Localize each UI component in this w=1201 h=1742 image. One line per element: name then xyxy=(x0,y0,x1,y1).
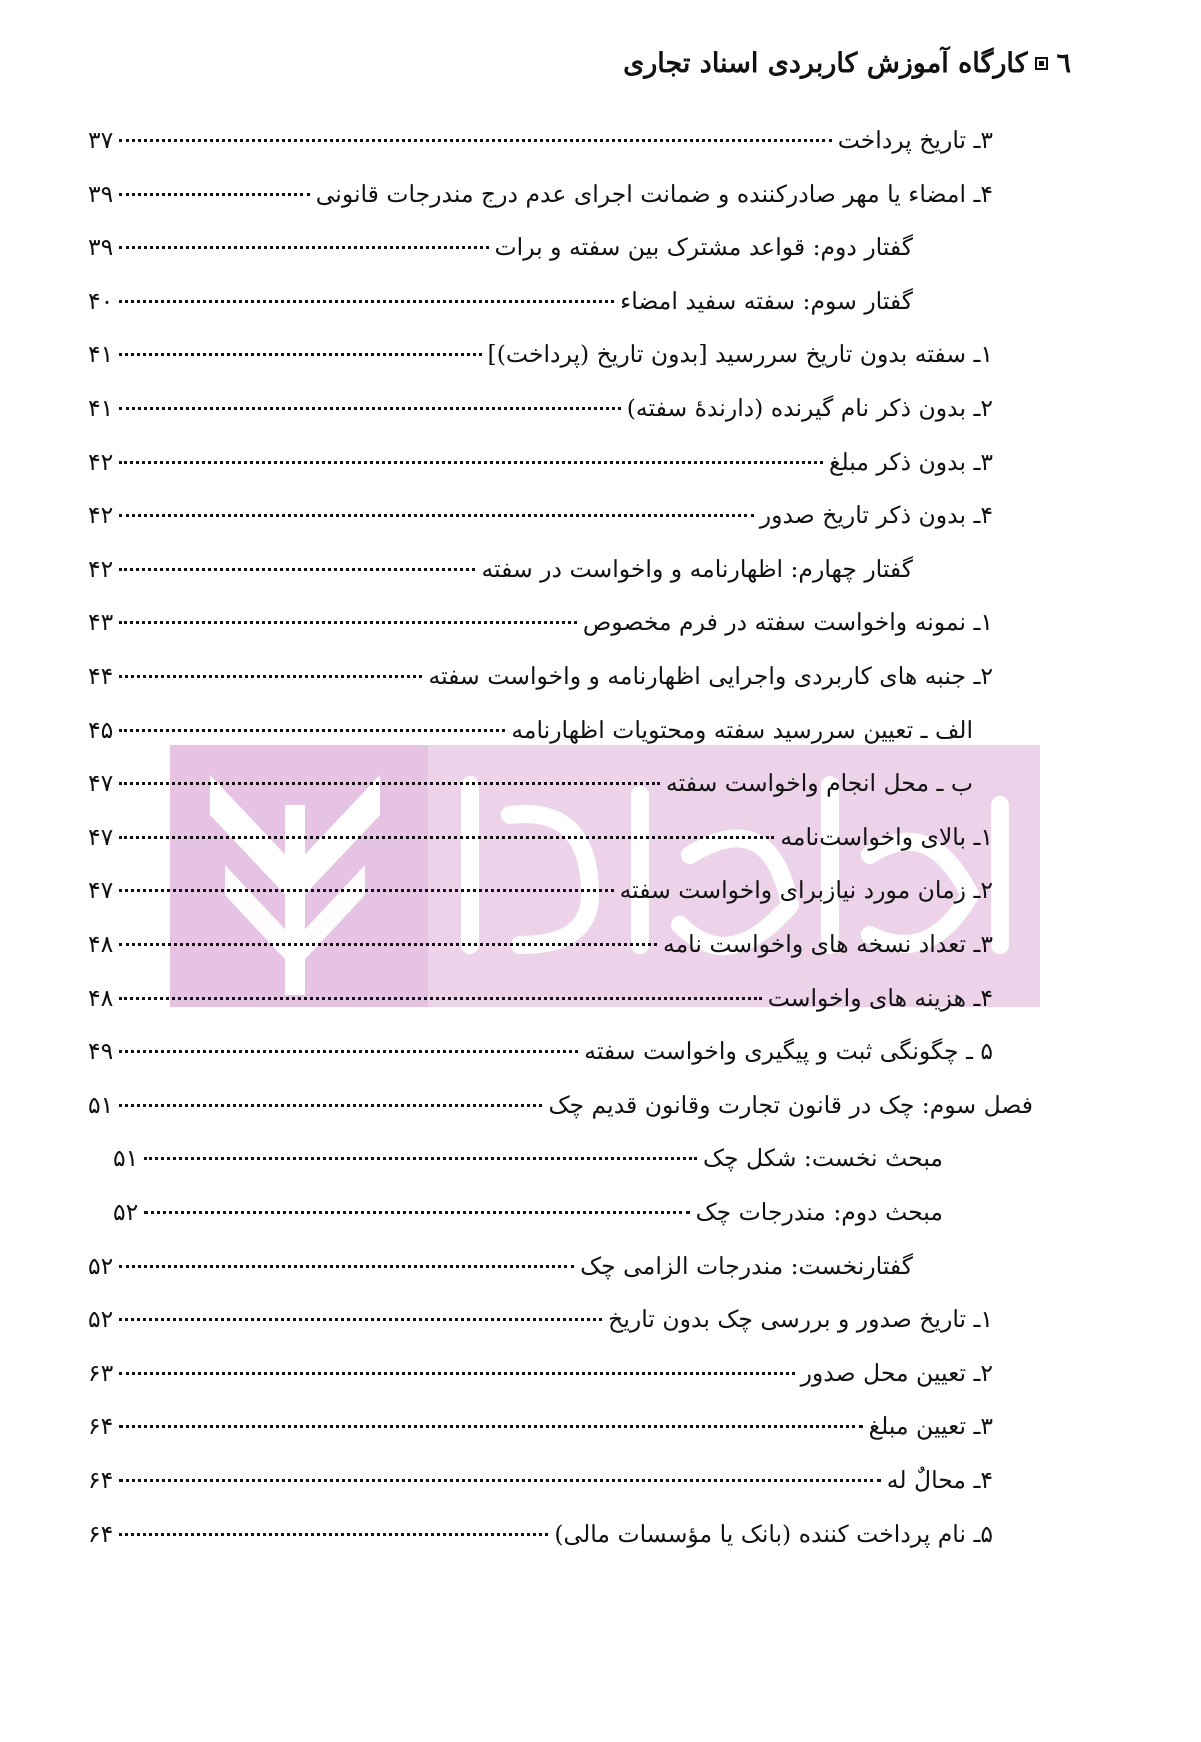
toc-entry-title: مبحث نخست: شکل چک xyxy=(702,1144,943,1173)
toc-leader-dots xyxy=(119,729,505,732)
toc-entry-title: ۴ـ بدون ذکر تاریخ صدور xyxy=(759,501,993,530)
toc-entry xyxy=(88,924,993,964)
toc-page-number: ۳۹ xyxy=(88,179,114,208)
toc-page-number: ۶۴ xyxy=(88,1466,114,1494)
page-header xyxy=(623,48,1071,79)
toc-page-number: ۴۳ xyxy=(88,608,114,637)
toc-page-number: ۴۵ xyxy=(88,715,114,744)
toc-entry-title: الف ـ تعیین سررسید سفته ومحتویات اظهارنامه xyxy=(511,715,973,744)
toc-leader-dots xyxy=(144,1211,689,1214)
toc-leader-dots xyxy=(119,836,774,839)
toc-leader-dots xyxy=(119,1425,862,1428)
toc-leader-dots xyxy=(119,943,657,946)
toc-entry-title: ۴ـ محالٌ له xyxy=(886,1466,993,1494)
toc-entry xyxy=(88,388,993,428)
toc-page-number: ۴۸ xyxy=(88,983,114,1012)
toc-page-number: ۴۰ xyxy=(88,286,114,315)
toc-entry-title: ۳ـ بدون ذکر مبلغ xyxy=(829,447,993,476)
toc-page-number: ۶۳ xyxy=(88,1358,114,1387)
toc-entry-title: ۱ـ نمونه واخواست سفته در فرم مخصوص xyxy=(582,608,993,637)
toc-leader-dots xyxy=(119,675,422,678)
toc-leader-dots xyxy=(119,782,660,785)
toc-entry xyxy=(88,281,913,321)
toc-page-number: ۳۷ xyxy=(88,126,114,154)
toc-page-number: ۴۷ xyxy=(88,822,114,851)
toc-leader-dots xyxy=(119,1533,548,1536)
toc-leader-dots xyxy=(119,1479,881,1482)
toc-entry-title: گفتارنخست: مندرجات الزامی چک xyxy=(580,1251,913,1280)
toc-leader-dots xyxy=(119,889,613,892)
toc-entry xyxy=(88,1299,993,1339)
toc-entry xyxy=(88,1353,993,1393)
toc-page-number: ۵۱ xyxy=(113,1144,139,1173)
toc-entry-title: مبحث دوم: مندرجات چک xyxy=(695,1198,943,1226)
toc-entry xyxy=(88,870,993,910)
toc-entry-title: ۴ـ هزینه های واخواست xyxy=(767,983,993,1012)
toc-entry xyxy=(88,1514,993,1554)
toc-entry-title: ۲ـ جنبه های کاربردی واجرایی اظهارنامه و واخواست سفته xyxy=(428,662,993,690)
toc-entry xyxy=(88,334,993,374)
toc-leader-dots xyxy=(119,1318,602,1321)
toc-page-number: ۵۲ xyxy=(88,1251,114,1280)
toc-page-number: ۴۱ xyxy=(88,394,114,422)
header-page-number: ٦ xyxy=(1056,48,1071,79)
toc-entry-title: ۴ـ امضاء یا مهر صادرکننده و ضمانت اجرای عدم درج مندرجات قانونی xyxy=(315,179,993,208)
toc-entry-title: ۱ـ تاریخ صدور و بررسی چک بدون تاریخ xyxy=(608,1305,993,1334)
toc-entry-title: فصل سوم: چک در قانون تجارت وقانون قدیم چک xyxy=(548,1090,1033,1119)
toc-page-number: ۵۱ xyxy=(88,1090,114,1119)
toc-entry-title: ۱ـ بالای واخواست‌نامه xyxy=(780,822,993,851)
toc-entry-title: ۳ـ تاریخ پرداخت xyxy=(837,126,993,154)
toc-entry-title: ۵ ـ چگونگی ثبت و پیگیری واخواست سفته xyxy=(584,1037,993,1066)
toc-leader-dots xyxy=(119,568,475,571)
toc-page-number: ۶۴ xyxy=(88,1412,114,1441)
toc-leader-dots xyxy=(119,193,309,196)
toc-entry-title: ۳ـ تعداد نسخه های واخواست نامه xyxy=(662,930,993,958)
toc-leader-dots xyxy=(144,1157,697,1160)
toc-entry xyxy=(88,174,993,214)
toc-entry-title: ۲ـ زمان مورد نیازبرای واخواست سفته xyxy=(619,876,993,905)
toc-leader-dots xyxy=(119,139,831,142)
header-title: کارگاه آموزش کاربردی اسناد تجاری xyxy=(623,48,1028,79)
toc-entry-title: گفتار سوم: سفته سفید امضاء xyxy=(620,286,913,315)
toc-page-number: ۵۲ xyxy=(88,1305,114,1334)
toc-page-number: ۴۲ xyxy=(88,447,114,476)
toc-entry-title: ۵ـ نام پرداخت کننده (بانک یا مؤسسات مالی) xyxy=(554,1519,993,1548)
toc-entry xyxy=(88,1246,913,1286)
toc-entry xyxy=(88,710,973,750)
toc-leader-dots xyxy=(119,300,614,303)
toc-page-number: ۵۲ xyxy=(113,1198,139,1226)
toc-page-number: ۴۲ xyxy=(88,554,114,583)
toc-leader-dots xyxy=(119,1104,542,1107)
toc-entry-title: ۲ـ بدون ذکر نام گیرنده (دارندهٔ سفته) xyxy=(626,394,993,422)
toc-page-number: ۴۲ xyxy=(88,501,114,530)
toc-entry xyxy=(88,602,993,642)
toc-leader-dots xyxy=(119,1372,794,1375)
toc-entry xyxy=(88,817,993,857)
toc-page-number: ۴۷ xyxy=(88,876,114,905)
toc-leader-dots xyxy=(119,514,754,517)
toc-entry-title: ۱ـ سفته بدون تاریخ سررسید [بدون تاریخ (پرداخت)] xyxy=(487,340,993,369)
toc-page-number: ۴۷ xyxy=(88,769,114,798)
toc-leader-dots xyxy=(119,997,761,1000)
toc-page-number: ۴۸ xyxy=(88,930,114,958)
toc-entry xyxy=(88,1031,993,1071)
toc-page-number: ۴۴ xyxy=(88,662,114,690)
toc-entry xyxy=(88,1406,993,1446)
toc-entry-title: ب ـ محل انجام واخواست سفته xyxy=(666,769,973,798)
toc-entry xyxy=(88,495,993,535)
toc-entry-title: ۳ـ تعیین مبلغ xyxy=(868,1412,993,1441)
toc-page-number: ۴۹ xyxy=(88,1037,114,1066)
toc-leader-dots xyxy=(119,461,823,464)
toc-leader-dots xyxy=(119,246,488,249)
toc-leader-dots xyxy=(119,621,577,624)
toc-entry xyxy=(88,227,913,267)
toc-entry xyxy=(88,120,993,160)
toc-page-number: ۶۴ xyxy=(88,1519,114,1548)
toc-entry xyxy=(88,1085,1033,1125)
toc-entry-title: گفتار دوم: قواعد مشترک بین سفته و برات xyxy=(494,233,913,262)
toc-entry xyxy=(88,1460,993,1500)
toc-entry xyxy=(88,549,913,589)
toc-page-number: ۴۱ xyxy=(88,340,114,369)
toc-leader-dots xyxy=(119,353,481,356)
toc-leader-dots xyxy=(119,1265,574,1268)
toc-entry xyxy=(88,978,993,1018)
toc-entry xyxy=(113,1192,943,1232)
toc-entry xyxy=(113,1138,943,1178)
toc-leader-dots xyxy=(119,407,621,410)
square-bullet-icon xyxy=(1035,57,1048,70)
toc-entry-title: گفتار چهارم: اظهارنامه و واخواست در سفته xyxy=(481,554,913,583)
toc-leader-dots xyxy=(119,1050,578,1053)
toc-entry xyxy=(88,763,973,803)
toc-entry xyxy=(88,442,993,482)
toc-entry xyxy=(88,656,993,696)
toc-page-number: ۳۹ xyxy=(88,233,114,262)
toc-entry-title: ۲ـ تعیین محل صدور xyxy=(800,1358,993,1387)
